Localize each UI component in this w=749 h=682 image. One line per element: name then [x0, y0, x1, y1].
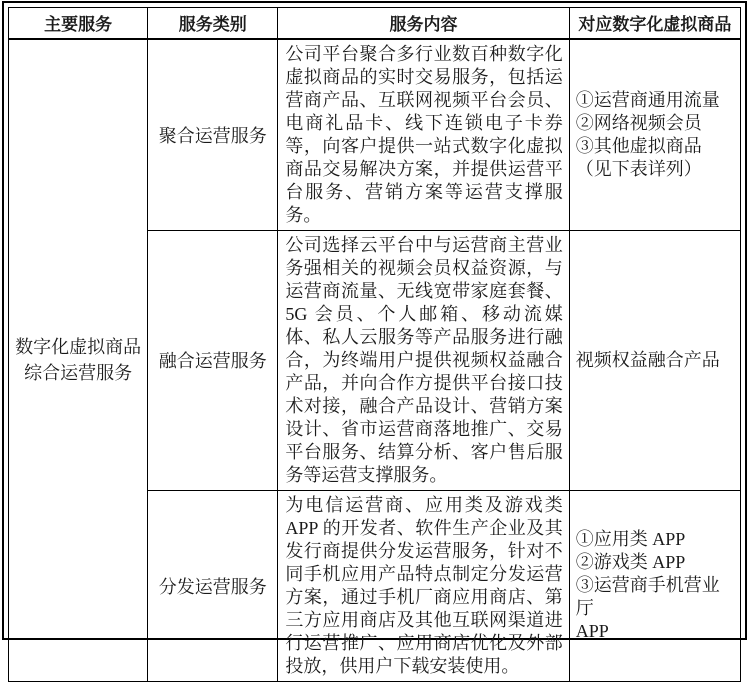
cell-products-aggregation — [569, 39, 740, 231]
product-line: ②游戏类 APP — [575, 552, 686, 572]
product-line: ①运营商通用流量 — [575, 89, 720, 110]
cell-products-fusion — [569, 230, 740, 490]
main-service-line: 综合运营服务 — [24, 363, 133, 383]
service-table — [8, 7, 741, 682]
header-service-content: 服务内容 — [278, 8, 569, 39]
product-line: ①应用类 APP — [575, 529, 686, 549]
product-line: ②网络视频会员 — [575, 112, 702, 133]
header-row — [9, 8, 741, 39]
cell-category-aggregation: 聚合运营服务 — [148, 39, 278, 231]
cell-content-aggregation: 公司平台聚合多行业数百种数字化虚拟商品的实时交易服务，包括运营商产品、互联网视频平台会员、电商礼品卡、线下连锁电子卡券等，向客户提供一站式数字化虚拟商品交易解决方案，并提供运营平台服务、营销方案等运营支撑服务。 — [278, 39, 569, 231]
product-line: （见下表详列） — [575, 158, 702, 179]
header-main-service: 主要服务 — [9, 8, 148, 39]
product-line: 视频权益融合产品 — [575, 349, 720, 370]
main-service-line: 数字化虚拟商品 — [15, 337, 142, 357]
cell-category-distribution: 分发运营服务 — [148, 490, 278, 681]
service-table-outer-border — [2, 1, 747, 676]
cell-content-distribution: 为电信运营商、应用类及游戏类 APP 的开发者、软件生产企业及其发行商提供分发运营服务，针对不同手机应用产品特点制定分发运营方案，通过手机厂商应用商店、第三方应用商店及其他互联网渠道进行运营推广、应用商店优化及外部投放，供用户下载安装使用。 — [278, 490, 569, 681]
cell-content-fusion: 公司选择云平台中与运营商主营业务强相关的视频会员权益资源，与运营商流量、无线宽带家庭套餐、5G 会员、个人邮箱、移动流媒体、私人云服务等产品服务进行融合，为终端用户提供视频权益融合产品，并向合作方提供平台接口技术对接，融合产品设计、营销方案设计、省市运营商落地推广、交易平台服务、结算分析、客户售后服务等运营支撑服务。 — [278, 230, 569, 490]
product-line: APP — [575, 621, 609, 641]
product-line: ③运营商手机营业厅 — [575, 575, 720, 618]
header-virtual-products: 对应数字化虚拟商品 — [569, 8, 740, 39]
cell-category-fusion: 融合运营服务 — [148, 230, 278, 490]
cell-products-distribution — [569, 490, 740, 681]
header-service-category: 服务类别 — [148, 8, 278, 39]
cell-main-service — [9, 39, 148, 682]
product-line: ③其他虚拟商品 — [575, 135, 702, 156]
table-row-aggregation — [9, 39, 741, 231]
